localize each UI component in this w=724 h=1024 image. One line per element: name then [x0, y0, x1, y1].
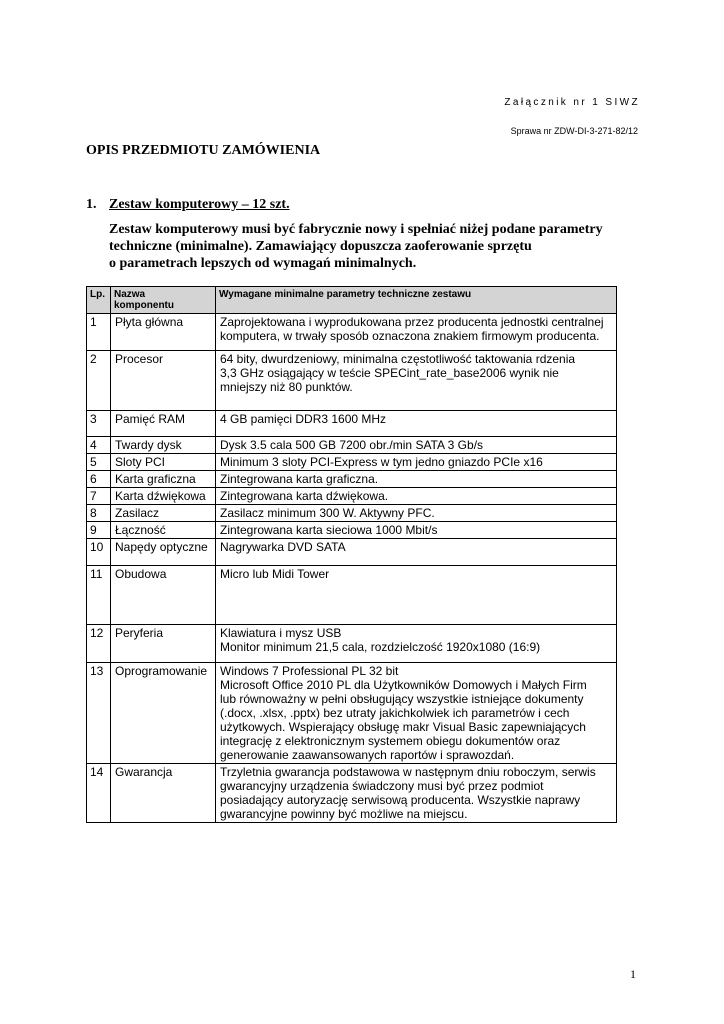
parameter-line: Windows 7 Professional PL 32 bit: [220, 664, 399, 678]
header-lp: Lp.: [87, 287, 111, 314]
parameter-line: Monitor minimum 21,5 cala, rozdzielczość 1920x1080 (16:9): [220, 640, 541, 654]
component-parameters: [216, 625, 617, 663]
component-name: Pamięć RAM: [111, 411, 216, 437]
table-row: [87, 411, 617, 437]
document-title: OPIS PRZEDMIOTU ZAMÓWIENIA: [86, 143, 321, 158]
component-parameters: [216, 351, 617, 411]
row-number: 5: [87, 454, 111, 471]
table-row: [87, 437, 617, 454]
section-heading: [86, 197, 290, 213]
component-name: Płyta główna: [111, 314, 216, 351]
component-parameters: [216, 411, 617, 437]
component-name: Zasilacz: [111, 505, 216, 522]
row-number: 10: [87, 539, 111, 566]
parameter-line: lub równoważny w pełni obsługujący wszystkie istniejące dokumenty: [220, 692, 584, 706]
specification-table: [86, 286, 617, 823]
component-parameters: [216, 663, 617, 764]
component-parameters: [216, 437, 617, 454]
table-row: [87, 522, 617, 539]
table-row: [87, 351, 617, 411]
parameter-line: generowanie zaawansowanych raportów i sprawozdań.: [220, 748, 515, 762]
table-row: [87, 505, 617, 522]
component-parameters: [216, 522, 617, 539]
row-number: 13: [87, 663, 111, 764]
table-header-row: [87, 287, 617, 314]
component-parameters: [216, 314, 617, 351]
table-row: [87, 625, 617, 663]
header-params: Wymagane minimalne parametry techniczne zestawu: [216, 287, 617, 314]
component-parameters: [216, 471, 617, 488]
table-row: [87, 764, 617, 823]
parameter-line: Zintegrowana karta dźwiękowa.: [220, 489, 389, 503]
component-name: Oprogramowanie: [111, 663, 216, 764]
parameter-line: Minimum 3 sloty PCI-Express w tym jedno gniazdo PCIe x16: [220, 455, 543, 469]
parameter-line: Micro lub Midi Tower: [220, 567, 330, 581]
row-number: 9: [87, 522, 111, 539]
component-name: Peryferia: [111, 625, 216, 663]
parameter-line: posiadający autoryzację serwisową producenta. Wszystkie naprawy: [220, 793, 581, 807]
row-number: 6: [87, 471, 111, 488]
row-number: 1: [87, 314, 111, 351]
table-row: [87, 663, 617, 764]
parameter-line: mniejszy niż 80 punktów.: [220, 380, 353, 394]
section-number: 1.: [86, 197, 97, 212]
component-name: Obudowa: [111, 566, 216, 625]
parameter-line: użytkowych. Wspierający obsługę makr Visual Basic zapewniających: [220, 720, 586, 734]
parameter-line: Microsoft Office 2010 PL dla Użytkowników Domowych i Małych Firm: [220, 678, 587, 692]
component-parameters: [216, 566, 617, 625]
row-number: 12: [87, 625, 111, 663]
row-number: 14: [87, 764, 111, 823]
case-reference: Sprawa nr ZDW-DI-3-271-82/12: [510, 126, 638, 136]
parameter-line: Nagrywarka DVD SATA: [220, 540, 346, 554]
parameter-line: 64 bity, dwurdzeniowy, minimalna częstotliwość taktowania rdzenia: [220, 352, 576, 366]
parameter-line: Zasilacz minimum 300 W. Aktywny PFC.: [220, 506, 435, 520]
row-number: 7: [87, 488, 111, 505]
component-parameters: [216, 454, 617, 471]
header-name-line: komponentu: [114, 300, 174, 311]
parameter-line: Zintegrowana karta sieciowa 1000 Mbit/s: [220, 523, 438, 537]
parameter-line: Dysk 3.5 cala 500 GB 7200 obr./min SATA 3 Gb/s: [220, 438, 484, 452]
parameter-line: Zintegrowana karta graficzna.: [220, 472, 379, 486]
section-intro: [109, 221, 639, 272]
intro-line: o parametrach lepszych od wymagań minimalnych.: [109, 256, 417, 271]
row-number: 4: [87, 437, 111, 454]
parameter-line: komputera, w trwały sposób oznaczona znakiem firmowym producenta.: [220, 329, 600, 343]
component-parameters: [216, 488, 617, 505]
intro-line: techniczne (minimalne). Zamawiający dopuszcza zaoferowanie sprzętu: [109, 239, 532, 254]
component-name: Procesor: [111, 351, 216, 411]
page-number: 1: [630, 967, 636, 981]
component-name: Łączność: [111, 522, 216, 539]
component-name: Gwarancja: [111, 764, 216, 823]
parameter-line: Klawiatura i mysz USB: [220, 626, 342, 640]
table-row: [87, 539, 617, 566]
component-parameters: [216, 539, 617, 566]
component-name: Napędy optyczne: [111, 539, 216, 566]
component-parameters: [216, 764, 617, 823]
section-title: Zestaw komputerowy – 12 szt.: [109, 197, 290, 212]
component-name: Karta graficzna: [111, 471, 216, 488]
header-name: [111, 287, 216, 314]
row-number: 11: [87, 566, 111, 625]
annex-label: Załącznik nr 1 SIWZ: [504, 97, 640, 108]
parameter-line: 3,3 GHz osiągający w teście SPECint_rate_base2006 wynik nie: [220, 366, 559, 380]
table-row: [87, 471, 617, 488]
table-row: [87, 314, 617, 351]
component-name: Sloty PCI: [111, 454, 216, 471]
parameter-line: Trzyletnia gwarancja podstawowa w następnym dniu roboczym, serwis: [220, 765, 596, 779]
row-number: 3: [87, 411, 111, 437]
row-number: 8: [87, 505, 111, 522]
table-row: [87, 488, 617, 505]
intro-line: Zestaw komputerowy musi być fabrycznie nowy i spełniać niżej podane parametry: [109, 222, 603, 237]
parameter-line: integrację z elektronicznym systemem obiegu dokumentów oraz: [220, 734, 561, 748]
parameter-line: gwarancyjne powinny być możliwe na miejscu.: [220, 807, 468, 821]
parameter-line: 4 GB pamięci DDR3 1600 MHz: [220, 412, 387, 426]
row-number: 2: [87, 351, 111, 411]
parameter-line: (.docx, .xlsx, .pptx) bez utraty jakichkolwiek ich parametrów i cech: [220, 706, 570, 720]
component-name: Karta dźwiękowa: [111, 488, 216, 505]
parameter-line: Zaprojektowana i wyprodukowana przez producenta jednostki centralnej: [220, 315, 604, 329]
component-parameters: [216, 505, 617, 522]
table-row: [87, 566, 617, 625]
table-row: [87, 454, 617, 471]
component-name: Twardy dysk: [111, 437, 216, 454]
parameter-line: gwarancyjny urządzenia świadczony musi być przez podmiot: [220, 779, 544, 793]
header-name-line: Nazwa: [114, 289, 146, 300]
